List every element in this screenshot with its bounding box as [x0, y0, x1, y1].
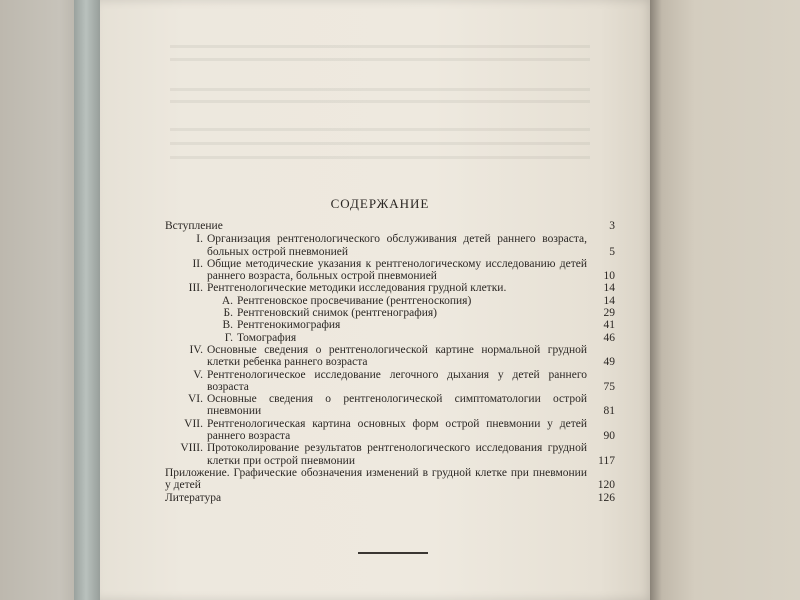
toc-subentry [165, 332, 615, 344]
toc-entry-page: 120 [597, 479, 615, 492]
toc-entry-text: Рентгенокимография [237, 319, 341, 332]
toc-entry [165, 369, 615, 394]
toc-entry [165, 467, 615, 492]
toc-entry [165, 442, 615, 467]
toc-entry-text: Рентгеновский снимок (рентгенография) [237, 307, 437, 320]
toc-entry-page: 117 [598, 454, 615, 467]
toc-entry-page: 81 [603, 405, 615, 418]
toc-entry-number: VII. [184, 417, 203, 430]
show-through-line [170, 156, 590, 159]
toc-entry [165, 393, 615, 418]
toc-entry-text: Литература [165, 491, 222, 504]
toc-entry-number: VIII. [180, 442, 203, 455]
toc-entry-number: VI. [187, 393, 203, 406]
toc-entry-text: Рентгенологические методики исследования грудной клетки. [207, 282, 507, 295]
toc-entry [165, 220, 615, 232]
toc-entry-text: Приложение. Графические обозначения изменений в грудной клетке при пневмонии у детей [165, 466, 587, 492]
toc-entry-text: Протоколирование результатов рентгенологического исследования грудной клетки при острой пневмонии [207, 442, 587, 467]
toc-entry-number: А. [221, 294, 233, 307]
toc-entry-page: 75 [603, 380, 615, 393]
toc-entry-page: 90 [603, 430, 615, 443]
show-through-line [170, 45, 590, 48]
toc-entry-page: 29 [603, 307, 615, 320]
toc-entry-text: Основные сведения о рентгенологической симптоматологии острой пневмонии [207, 393, 587, 418]
show-through-line [170, 58, 590, 61]
toc-entry-number: Б. [223, 307, 233, 320]
toc-entry [165, 282, 615, 294]
toc-entry [165, 418, 615, 443]
show-through-line [170, 128, 590, 131]
toc-entry-text: Рентгеновское просвечивание (рентгеноскопия) [237, 294, 472, 307]
toc-entry [165, 492, 615, 504]
toc-entry-page: 5 [609, 245, 615, 258]
toc-entry-page: 14 [603, 282, 615, 295]
toc-subentry [165, 295, 615, 307]
toc-entry-text: Рентгенологическая картина основных форм острой пневмонии у детей раннего возраста [207, 417, 587, 443]
show-through-line [170, 142, 590, 145]
toc-entry-text: Основные сведения о рентгенологической картине нормальной грудной клетки ребенка раннего возраста [207, 343, 587, 369]
toc-entry-number: III. [188, 282, 203, 295]
toc-entry-number: IV. [189, 343, 203, 356]
toc-entry-text: Общие методические указания к рентгенологическому исследованию детей раннего возраста, больных острой пневмонией [207, 257, 587, 283]
toc-entry [165, 258, 615, 283]
toc-entry-page: 10 [603, 270, 615, 283]
toc-entry-number: I. [196, 233, 203, 246]
toc-entry-page: 41 [603, 319, 615, 332]
toc-title: СОДЕРЖАНИЕ [330, 196, 430, 211]
toc-subentry [165, 307, 615, 319]
toc-entry-number: В. [222, 319, 233, 332]
end-divider-rule [358, 552, 428, 554]
toc-entry-number: V. [193, 368, 203, 381]
toc-entry-text: Вступление [165, 220, 223, 232]
toc-entry-number: II. [192, 257, 203, 270]
toc-entry-page: 49 [603, 356, 615, 369]
toc-entry-text: Томография [237, 331, 297, 344]
show-through-line [170, 100, 590, 103]
facing-page [650, 0, 800, 600]
toc-entry-page: 126 [597, 491, 615, 504]
toc-subentry [165, 319, 615, 331]
toc-entry-number: Г. [224, 331, 233, 344]
toc-entry [165, 233, 615, 258]
toc-entry-page: 3 [609, 220, 615, 232]
toc-entry-page: 14 [603, 294, 615, 307]
toc-entry-text: Рентгенологическое исследование легочного дыхания у детей раннего возраста [207, 368, 587, 393]
toc-entry-text: Организация рентгенологического обслуживания детей раннего возраста, больных острой пневмонией [207, 233, 587, 258]
table-of-contents [165, 220, 615, 504]
toc-entry [165, 344, 615, 369]
toc-entry-page: 46 [603, 331, 615, 344]
show-through-line [170, 88, 590, 91]
